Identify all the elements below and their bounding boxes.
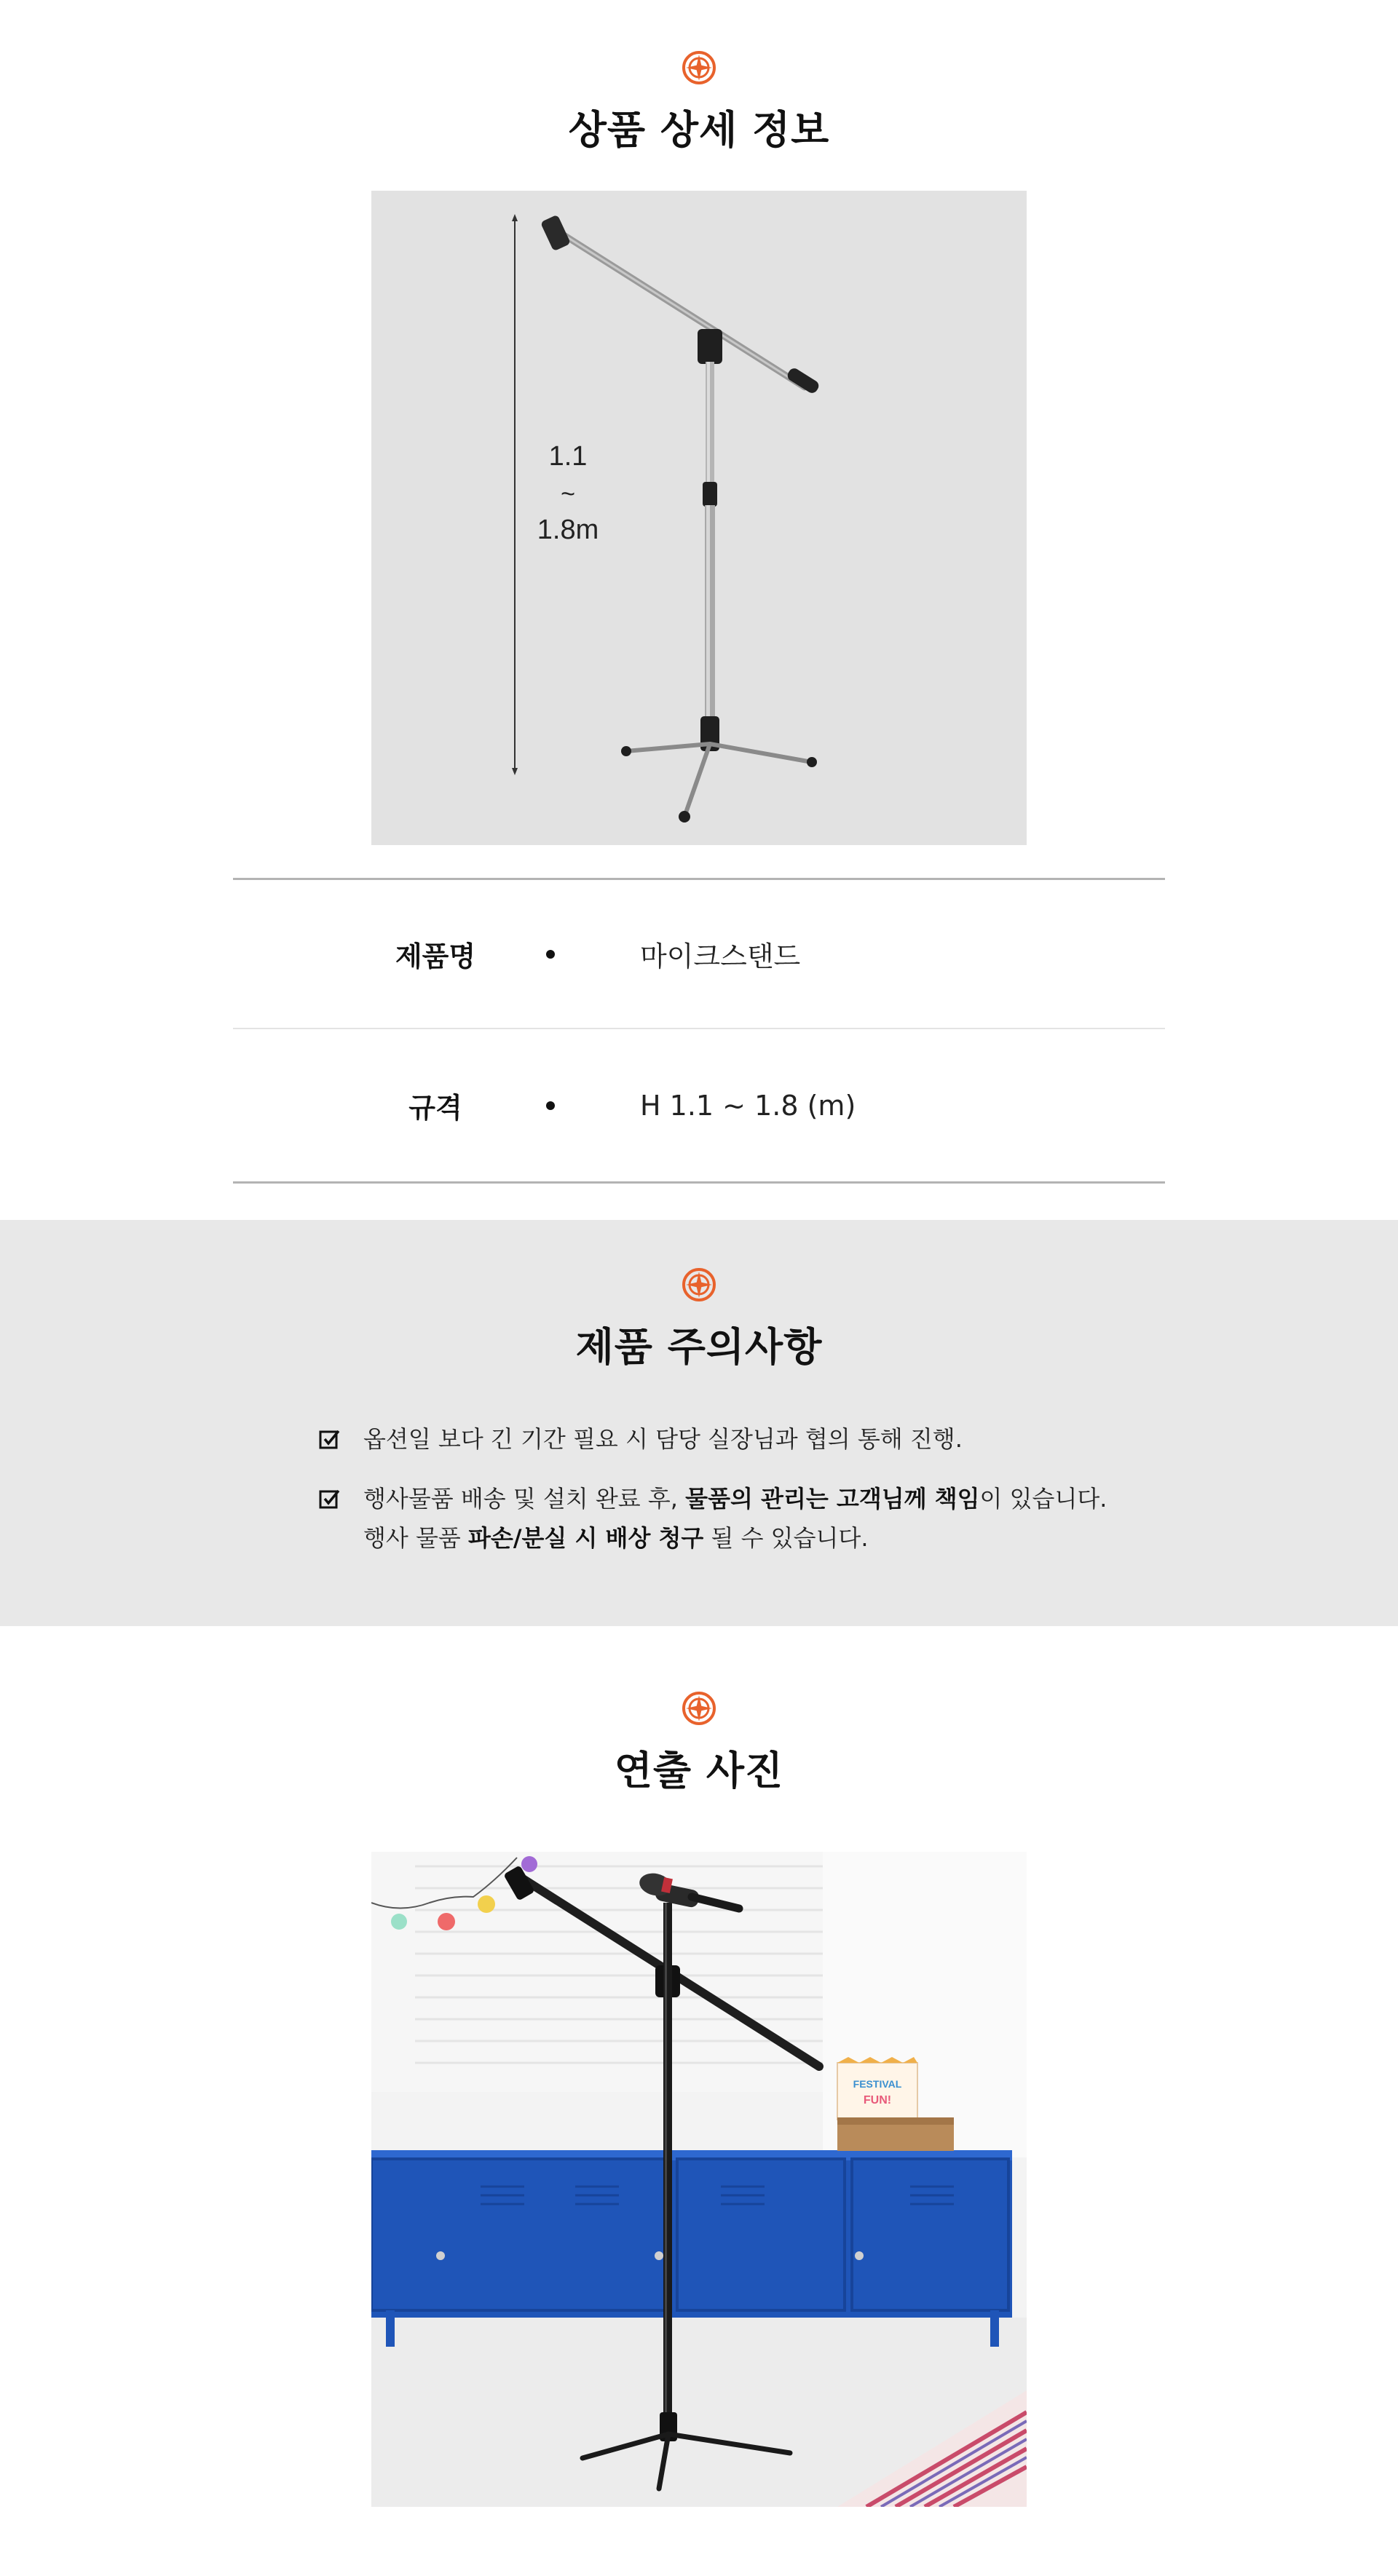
product-detail-section	[0, 0, 1398, 1220]
spec-row-name	[233, 878, 1165, 1029]
scene-illustration	[371, 1852, 1027, 2507]
caution-item	[318, 1419, 1107, 1459]
caution-title-block	[0, 1265, 1398, 1372]
compass-icon	[679, 48, 719, 87]
mic-stand-illustration	[371, 191, 1027, 845]
detail-section-title: 상품 상세 정보	[568, 107, 830, 153]
caution-2-line2	[363, 1518, 1107, 1558]
caution-text-2	[363, 1479, 1107, 1558]
caution-2-line1	[363, 1479, 1107, 1518]
caution-2-line2-bold: 파손/분실 시 배상 청구	[468, 1524, 704, 1552]
caution-2-line2-post: 될 수 있습니다.	[703, 1524, 869, 1552]
caution-1-text: 옵션일 보다 긴 기간 필요 시 담당 실장님과 협의 통해 진행.	[363, 1425, 963, 1453]
spec-bullet	[546, 1101, 555, 1110]
spec-label-name: 제품명	[395, 940, 476, 972]
caution-2-line1-post: 이 있습니다.	[979, 1485, 1107, 1513]
sign-text-2: FUN!	[863, 2094, 892, 2107]
spec-table	[233, 878, 1165, 1184]
spec-value-name: 마이크스탠드	[640, 940, 801, 972]
detail-title-block	[0, 48, 1398, 155]
checkbox-icon	[318, 1428, 340, 1450]
dimension-max: 1.8m	[537, 515, 599, 545]
spec-label-size: 규격	[408, 1092, 462, 1124]
caution-text-1	[363, 1419, 963, 1459]
spec-row-size	[233, 1029, 1165, 1184]
checkbox-icon	[318, 1488, 340, 1510]
dimension-sep: ~	[561, 480, 575, 508]
scene-image	[371, 1852, 1027, 2507]
compass-icon	[679, 1689, 719, 1728]
scene-section-title: 연출 사진	[614, 1748, 784, 1794]
spec-bullet	[546, 950, 555, 959]
caution-item	[318, 1479, 1107, 1558]
caution-2-line1-bold: 물품의 관리는 고객님께 책임	[685, 1485, 980, 1513]
spec-value-size: H 1.1 ~ 1.8 (m)	[640, 1089, 856, 1122]
caution-section-title: 제품 주의사항	[575, 1324, 823, 1370]
caution-2-line1-pre: 행사물품 배송 및 설치 완료 후,	[363, 1485, 686, 1513]
dimension-min: 1.1	[548, 441, 588, 472]
sign-text-1: FESTIVAL	[853, 2078, 902, 2090]
compass-icon	[679, 1265, 719, 1304]
caution-2-line2-pre: 행사 물품	[363, 1524, 468, 1552]
scene-title-block	[0, 1689, 1398, 1796]
caution-list	[318, 1419, 1107, 1558]
product-image	[371, 191, 1027, 845]
